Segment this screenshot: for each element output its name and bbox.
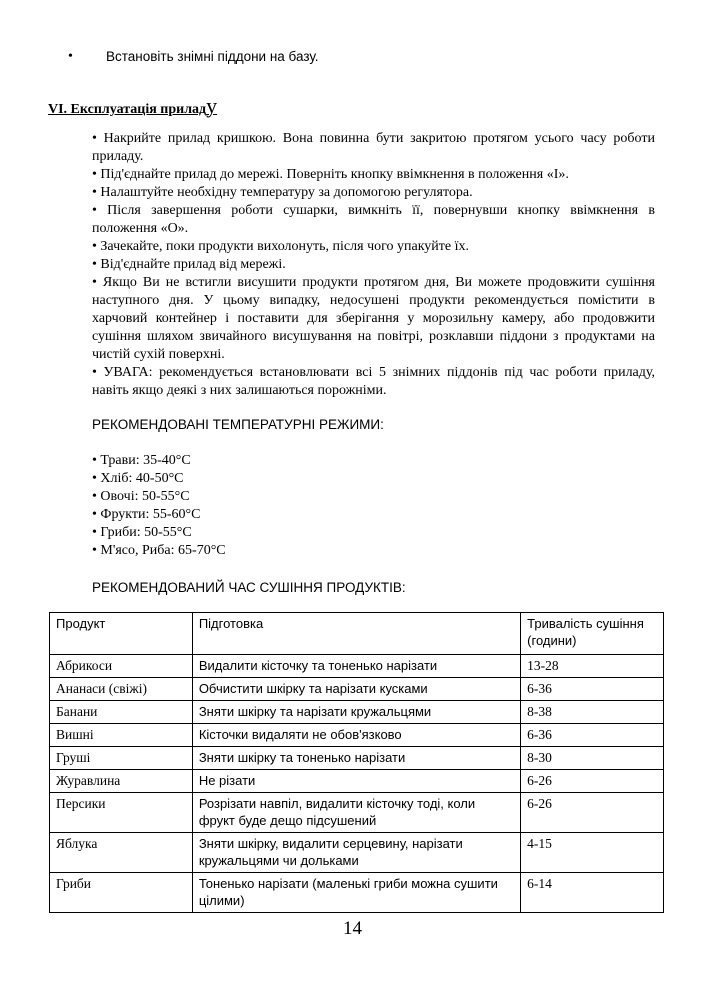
table-row [50,701,664,724]
cell-preparation: Кісточки видаляти не обов'язково [192,724,520,747]
temperature-item: • М'ясо, Риба: 65-70°С [92,543,226,558]
table-row [50,678,664,701]
cell-product: Вишні [50,724,193,747]
table-row [50,747,664,770]
table-row [50,655,664,678]
section-title-last-char: у [206,93,218,118]
table-row [50,873,664,913]
table-row [50,724,664,747]
cell-duration: 6-26 [521,770,664,793]
cell-duration: 6-14 [521,873,664,913]
cell-duration: 6-36 [521,678,664,701]
drying-time-heading: РЕКОМЕНДОВАНИЙ ЧАС СУШІННЯ ПРОДУКТІВ: [92,580,406,595]
column-header-duration: Тривалість сушіння (години) [521,613,664,655]
section-title-text: VI. Експлуатація прилад [48,102,207,117]
cell-product: Яблука [50,833,193,873]
table-row [50,770,664,793]
cell-duration: 6-36 [521,724,664,747]
column-header-product: Продукт [50,613,193,655]
cell-preparation: Видалити кісточку та тоненько нарізати [192,655,520,678]
cell-product: Персики [50,793,193,833]
column-header-preparation: Підготовка [192,613,520,655]
temperature-heading: РЕКОМЕНДОВАНІ ТЕМПЕРАТУРНІ РЕЖИМИ: [92,417,384,432]
bullet-text: Встановіть знімні піддони на базу. [106,49,319,64]
cell-duration: 8-30 [521,747,664,770]
instruction-item: • Від'єднайте прилад від мережі. [92,257,286,272]
table-header-row [50,613,664,655]
temperature-item: • Овочі: 50-55°С [92,489,190,504]
cell-product: Банани [50,701,193,724]
temperature-item: • Трави: 35-40°С [92,453,191,468]
cell-product: Ананаси (свіжі) [50,678,193,701]
instruction-item: • Під'єднайте прилад до мережі. Поверніть кнопку ввімкнення в положення «І». [92,167,569,182]
drying-time-table [49,612,664,913]
cell-preparation: Зняти шкірку, видалити серцевину, нарізати кружальцями чи дольками [192,833,520,873]
table-row [50,833,664,873]
cell-duration: 6-26 [521,793,664,833]
temperature-list [92,452,226,560]
instruction-item: • Зачекайте, поки продукти вихолонуть, після чого упакуйте їх. [92,239,470,254]
instruction-item: • Після завершення роботи сушарки, вимкніть її, повернувши кнопку ввімкнення в положення «О». [92,203,655,236]
temperature-item: • Фрукти: 55-60°С [92,507,201,522]
cell-preparation: Зняти шкірку та нарізати кружальцями [192,701,520,724]
cell-preparation: Обчистити шкірку та нарізати кусками [192,678,520,701]
table-row [50,793,664,833]
temperature-item: • Хліб: 40-50°С [92,471,184,486]
instruction-item: • Накрийте прилад кришкою. Вона повинна бути закритою протягом усього часу роботи приладу. [92,131,655,164]
cell-duration: 13-28 [521,655,664,678]
instruction-item: • Якщо Ви не встигли висушити продукти протягом дня, Ви можете продовжити сушіння наступного дня. У цьому випадку, недосушені продукти рекомендується помістити в харчовий контейнер і поставити для зберігання у морозильну камеру, або продовжити сушіння шляхом звичайного висушування на повітрі, розклавши піддони з продуктами на чистій сухій поверхні. [92,275,655,362]
cell-preparation: Тоненько нарізати (маленькі гриби можна сушити цілими) [192,873,520,913]
operation-instructions [92,130,655,400]
cell-product: Груші [50,747,193,770]
cell-preparation: Розрізати навпіл, видалити кісточку тоді, коли фрукт буде дещо підсушений [192,793,520,833]
temperature-item: • Гриби: 50-55°С [92,525,192,540]
cell-product: Журавлина [50,770,193,793]
cell-duration: 8-38 [521,701,664,724]
bullet-marker: • [68,49,73,64]
cell-duration: 4-15 [521,833,664,873]
cell-product: Гриби [50,873,193,913]
page-number: 14 [343,918,362,939]
cell-preparation: Не різати [192,770,520,793]
instruction-item: • Налаштуйте необхідну температуру за допомогою регулятора. [92,185,473,200]
cell-product: Абрикоси [50,655,193,678]
cell-preparation: Зняти шкірку та тоненько нарізати [192,747,520,770]
section-title [48,93,217,119]
instruction-item: • УВАГА: рекомендується встановлювати всі 5 знімних піддонів під час роботи приладу, навіть якщо деякі з них залишаються порожніми. [92,365,655,398]
